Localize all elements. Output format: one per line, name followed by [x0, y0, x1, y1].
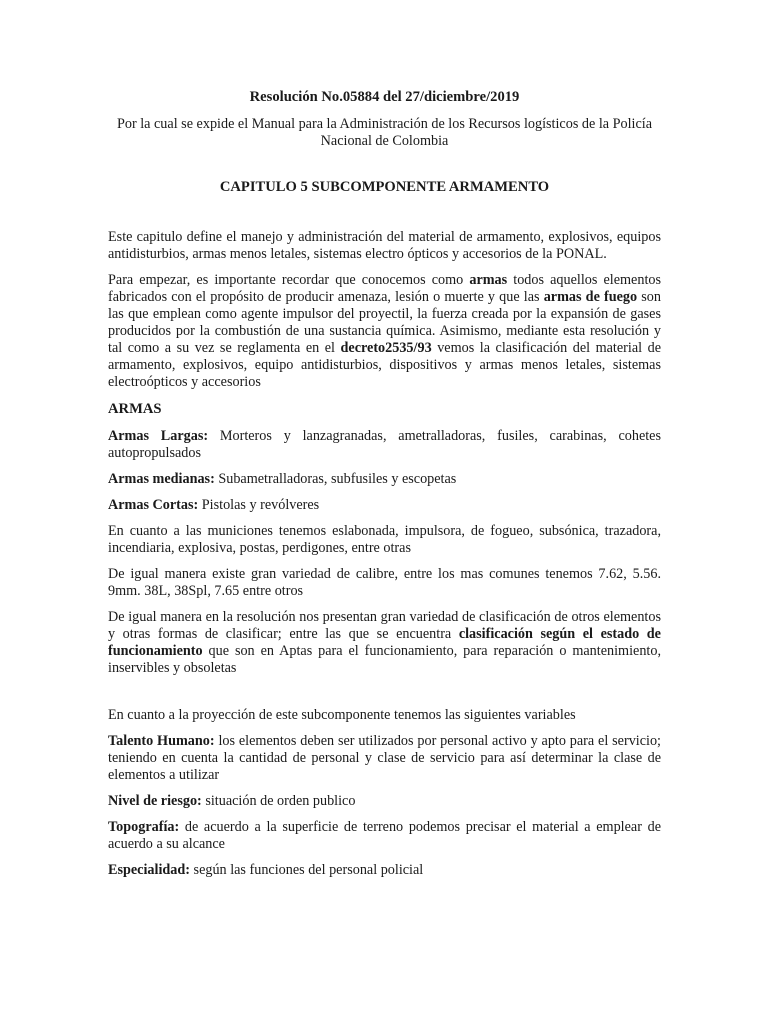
- topografia-label: Topografía:: [108, 819, 180, 835]
- armas-largas-label: Armas Largas:: [108, 428, 209, 444]
- armas-largas-text: Morteros y lanzagranadas, ametralladoras, fusiles, carabinas, cohetes autopropulsados: [108, 428, 661, 461]
- intro-paragraph: Este capitulo define el manejo y administración del material de armamento, explosivos, equipos antidisturbios, armas menos letales, sistemas electro ópticos y accesorios de la PONAL.: [108, 229, 661, 262]
- armas-cortas-label: Armas Cortas:: [108, 497, 199, 513]
- bold-term-armas: armas: [469, 272, 508, 288]
- armas-cortas-text: Pistolas y revólveres: [198, 497, 320, 513]
- talento-humano-text: los elementos deben ser utilizados por personal activo y apto para el servicio; teniendo en cuenta la cantidad de personal y clase de servicio para así determinar la clase de elementos a utilizar: [108, 733, 662, 783]
- text-span: que son en Aptas para el funcionamiento, para reparación o mantenimiento, inservibles y obsoletas: [108, 643, 661, 676]
- resolution-title: Resolución No.05884 del 27/diciembre/2019: [249, 89, 520, 105]
- talento-humano-paragraph: [108, 733, 661, 784]
- text-span: todos aquellos elementos fabricados con el propósito de producir amenaza, lesión o muerte y que las: [108, 272, 661, 305]
- nivel-riesgo-paragraph: [108, 793, 661, 810]
- especialidad-text: según las funciones del personal policial: [190, 862, 424, 878]
- armas-largas-paragraph: [108, 428, 661, 462]
- nivel-riesgo-label: Nivel de riesgo:: [108, 793, 202, 809]
- topografia-text: de acuerdo a la superficie de terreno podemos precisar el material a emplear de acuerdo a su alcance: [108, 819, 661, 852]
- armas-medianas-paragraph: [108, 471, 661, 488]
- resolution-subtitle: Por la cual se expide el Manual para la Administración de los Recursos logísticos de la Policía Nacional de Colombia: [116, 116, 653, 149]
- especialidad-paragraph: [108, 862, 661, 879]
- text-span: vemos la clasificación del material de armamento, explosivos, equipo antidisturbios, dispositivos y armas menos letales, sistemas electroópticos y accesorios: [108, 340, 661, 390]
- text-span: De igual manera en la resolución nos presentan gran variedad de clasificación de otros elementos y otras formas de clasificar; entre las que se encuentra: [108, 609, 661, 642]
- bold-term-decreto: decreto2535/93: [340, 340, 432, 356]
- armas-definition-paragraph: [108, 272, 661, 391]
- bold-term-armas-de-fuego: armas de fuego: [543, 289, 638, 305]
- armas-medianas-text: Subametralladoras, subfusiles y escopetas: [214, 471, 457, 487]
- calibre-paragraph: De igual manera existe gran variedad de calibre, entre los mas comunes tenemos 7.62, 5.56. 9mm. 38L, 38Spl, 7.65 entre otros: [108, 566, 661, 599]
- text-span: son las que emplean como agente impulsor del proyectil, la fuerza creada por la expansión de gases producidos por la combustión de una sustancia química. Asimismo, mediante esta resolución y tal como a su vez se reglamenta en el: [108, 289, 661, 356]
- chapter-heading: CAPITULO 5 SUBCOMPONENTE ARMAMENTO: [219, 179, 550, 195]
- municiones-paragraph: En cuanto a las municiones tenemos eslabonada, impulsora, de fogueo, subsónica, trazadora, incendiaria, explosiva, postas, perdigones, entre otras: [108, 523, 661, 556]
- armas-heading: ARMAS: [108, 401, 162, 417]
- nivel-riesgo-text: situación de orden publico: [201, 793, 356, 809]
- bold-term-clasificacion: clasificación según el estado de funcionamiento: [108, 626, 661, 659]
- spacer: [108, 686, 661, 707]
- clasificacion-paragraph: [108, 609, 661, 677]
- talento-humano-label: Talento Humano:: [108, 733, 215, 749]
- armas-cortas-paragraph: [108, 497, 661, 514]
- topografia-paragraph: [108, 819, 661, 853]
- proyeccion-paragraph: En cuanto a la proyección de este subcomponente tenemos las siguientes variables: [108, 707, 576, 723]
- especialidad-label: Especialidad:: [108, 862, 190, 878]
- text-span: Para empezar, es importante recordar que conocemos como: [108, 272, 470, 288]
- armas-medianas-label: Armas medianas:: [108, 471, 215, 487]
